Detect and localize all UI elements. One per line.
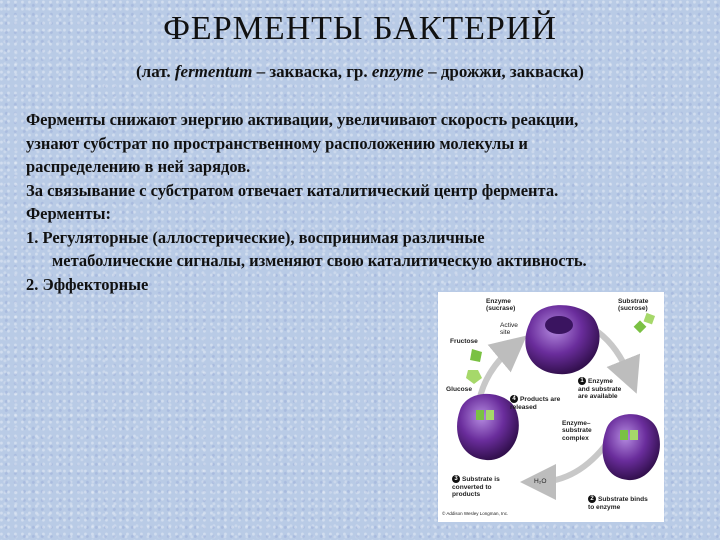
list-item-effector: 2. Эффекторные xyxy=(26,274,149,294)
step-4 xyxy=(510,388,560,411)
step-3-number: 3 xyxy=(452,475,460,483)
body-text xyxy=(26,108,706,296)
step-2 xyxy=(588,488,648,511)
label-enzyme: Enzyme (sucrase) xyxy=(486,298,516,313)
figure-copyright: © Addison Wesley Longman, Inc. xyxy=(442,511,509,516)
subtitle-mid: – закваска, гр. xyxy=(252,62,372,81)
label-enzyme-substrate-complex: Enzyme– substrate complex xyxy=(562,420,592,442)
step-2-text: Substrate binds to enzyme xyxy=(588,496,648,511)
enzyme-cycle-figure xyxy=(438,292,664,522)
substrate-molecule-icon xyxy=(634,313,655,333)
cycle-arrow-right xyxy=(538,442,608,482)
body-line: Ферменты: xyxy=(26,204,111,223)
label-substrate: Substrate (sucrose) xyxy=(618,298,649,313)
enzyme-top-icon xyxy=(525,305,599,374)
step-2-number: 2 xyxy=(588,495,596,503)
subtitle-greek-word: enzyme xyxy=(371,62,424,81)
page-subtitle xyxy=(0,62,720,82)
step-3-text: Substrate is converted to products xyxy=(452,476,500,498)
body-line: узнают субстрат по пространственному расположению молекулы и xyxy=(26,133,528,153)
page-title: ФЕРМЕНТЫ БАКТЕРИЙ xyxy=(163,10,557,47)
subtitle-latin-word: fermentum xyxy=(174,62,253,81)
list-item-regulatory-continued: метаболические сигналы, изменяют свою каталитическую активность. xyxy=(52,251,587,270)
glucose-molecule-icon xyxy=(466,370,482,384)
body-line: За связывание с субстратом отвечает каталитический центр фермента. xyxy=(26,180,559,200)
label-active-site: Active site xyxy=(500,322,518,337)
step-1-number: 1 xyxy=(578,377,586,385)
enzyme-substrate-complex-icon xyxy=(602,414,659,480)
step-4-number: 4 xyxy=(510,395,518,403)
subtitle-suffix: – дрожжи, закваска) xyxy=(423,62,584,81)
label-glucose: Glucose xyxy=(446,386,473,393)
body-line: Ферменты снижают энергию активации, увеличивают скорость реакции, xyxy=(26,110,579,129)
body-line: распределению в ней зарядов. xyxy=(26,157,251,176)
step-3 xyxy=(452,468,500,498)
label-water: H₂O xyxy=(534,478,547,485)
subtitle-prefix: (лат. xyxy=(136,62,175,81)
list-item-regulatory: 1. Регуляторные (аллостерические), воспринимая различные xyxy=(26,227,485,247)
label-fructose: Fructose xyxy=(450,338,478,345)
step-1 xyxy=(578,370,621,400)
step-1-text: Enzyme and substrate are available xyxy=(578,378,622,400)
step-4-text: Products are released xyxy=(510,396,561,411)
fructose-molecule-icon xyxy=(470,349,482,362)
